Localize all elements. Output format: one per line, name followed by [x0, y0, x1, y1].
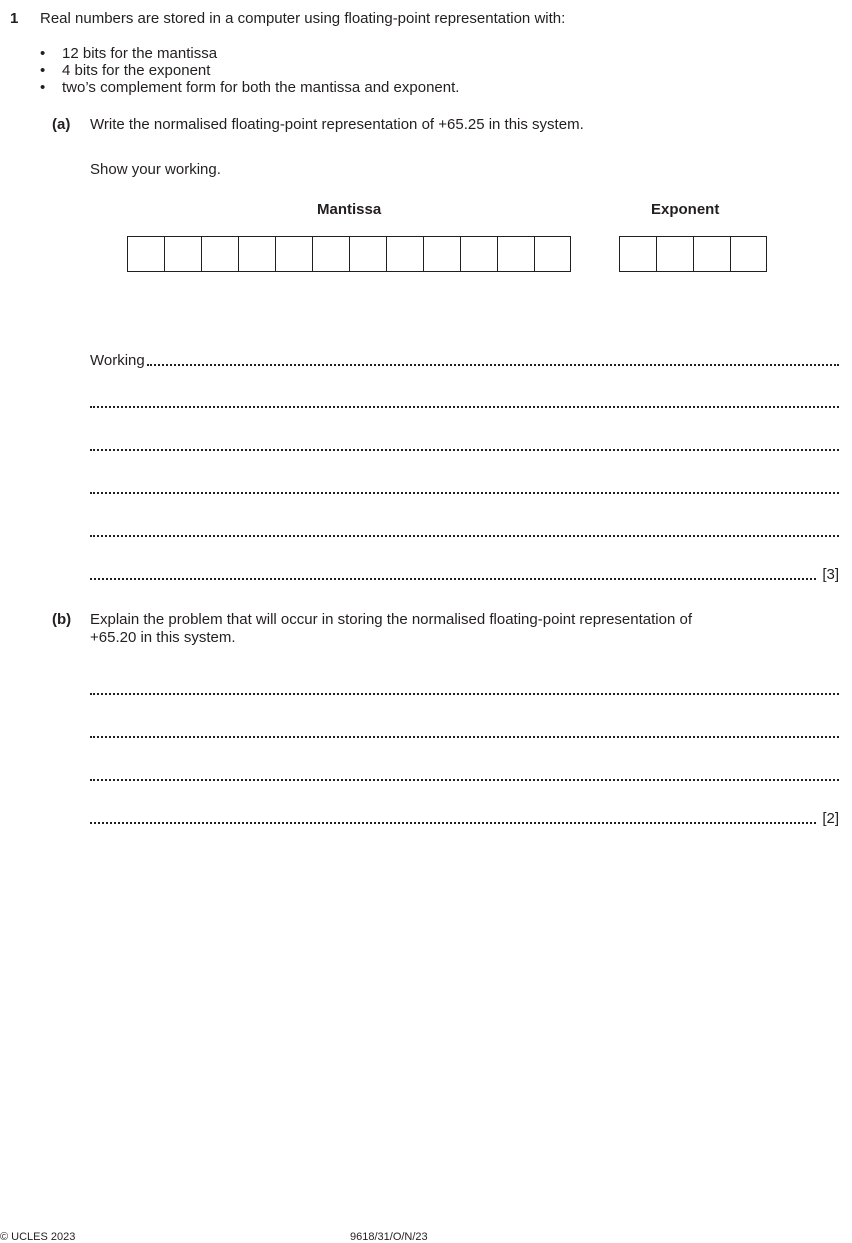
mantissa-heading: Mantissa: [317, 201, 382, 218]
mantissa-bit-6[interactable]: [312, 236, 349, 272]
answer-dots: [90, 402, 839, 408]
exponent-bit-1[interactable]: [619, 236, 656, 272]
exponent-boxes: [619, 236, 767, 272]
part-a-marks: [3]: [822, 566, 839, 583]
bullet-icon: •: [40, 62, 46, 79]
mantissa-bit-8[interactable]: [386, 236, 423, 272]
answer-dots: [90, 445, 839, 451]
exponent-heading: Exponent: [651, 201, 720, 218]
part-a-text: Write the normalised floating-point representation of +65.25 in this system.: [90, 116, 584, 133]
list-item: [0, 79, 852, 97]
part-a-instruction: Show your working.: [90, 161, 221, 178]
working-line-4[interactable]: [90, 480, 839, 497]
working-line-6[interactable]: [90, 566, 839, 583]
part-b-text-line-2: +65.20 in this system.: [90, 629, 236, 646]
mantissa-boxes: [127, 236, 571, 272]
exponent-bit-3[interactable]: [693, 236, 730, 272]
bullet-text: 12 bits for the mantissa: [62, 45, 218, 62]
mantissa-bit-1[interactable]: [127, 236, 164, 272]
question-number: 1: [10, 10, 19, 27]
bullet-icon: •: [40, 45, 46, 62]
mantissa-bit-12[interactable]: [534, 236, 571, 272]
footer-paper-code: 9618/31/O/N/23: [350, 1231, 428, 1243]
bullet-text: two’s complement form for both the mantissa and exponent.: [62, 79, 460, 96]
answer-dots: [90, 689, 839, 695]
working-line-2[interactable]: [90, 394, 839, 411]
bullet-text: 4 bits for the exponent: [62, 62, 211, 79]
mantissa-bit-2[interactable]: [164, 236, 201, 272]
part-a-label: (a): [52, 116, 71, 133]
working-label: Working: [90, 352, 145, 369]
mantissa-bit-5[interactable]: [275, 236, 312, 272]
list-item: [0, 62, 852, 80]
part-b-text-line-1: Explain the problem that will occur in storing the normalised floating-point representation of: [90, 611, 692, 628]
mantissa-bit-4[interactable]: [238, 236, 275, 272]
answer-line-1[interactable]: [90, 681, 839, 698]
answer-line-3[interactable]: [90, 767, 839, 784]
question-intro: Real numbers are stored in a computer using floating-point representation with:: [40, 10, 566, 27]
answer-dots: [90, 818, 816, 824]
mantissa-bit-7[interactable]: [349, 236, 386, 272]
working-line-3[interactable]: [90, 437, 839, 454]
mantissa-bit-3[interactable]: [201, 236, 238, 272]
bullet-icon: •: [40, 79, 46, 96]
part-b-marks: [2]: [822, 810, 839, 827]
answer-line-2[interactable]: [90, 724, 839, 741]
mantissa-bit-11[interactable]: [497, 236, 534, 272]
working-line-1[interactable]: [90, 352, 839, 369]
exponent-bit-4[interactable]: [730, 236, 767, 272]
part-b-label: (b): [52, 611, 72, 628]
mantissa-bit-10[interactable]: [460, 236, 497, 272]
footer-copyright: © UCLES 2023: [0, 1231, 76, 1243]
answer-dots: [147, 360, 839, 366]
answer-line-4[interactable]: [90, 810, 839, 827]
mantissa-bit-9[interactable]: [423, 236, 460, 272]
answer-dots: [90, 732, 839, 738]
list-item: [0, 45, 852, 63]
answer-dots: [90, 775, 839, 781]
answer-dots: [90, 531, 839, 537]
working-line-5[interactable]: [90, 523, 839, 540]
exponent-bit-2[interactable]: [656, 236, 693, 272]
answer-dots: [90, 488, 839, 494]
answer-dots: [90, 574, 816, 580]
